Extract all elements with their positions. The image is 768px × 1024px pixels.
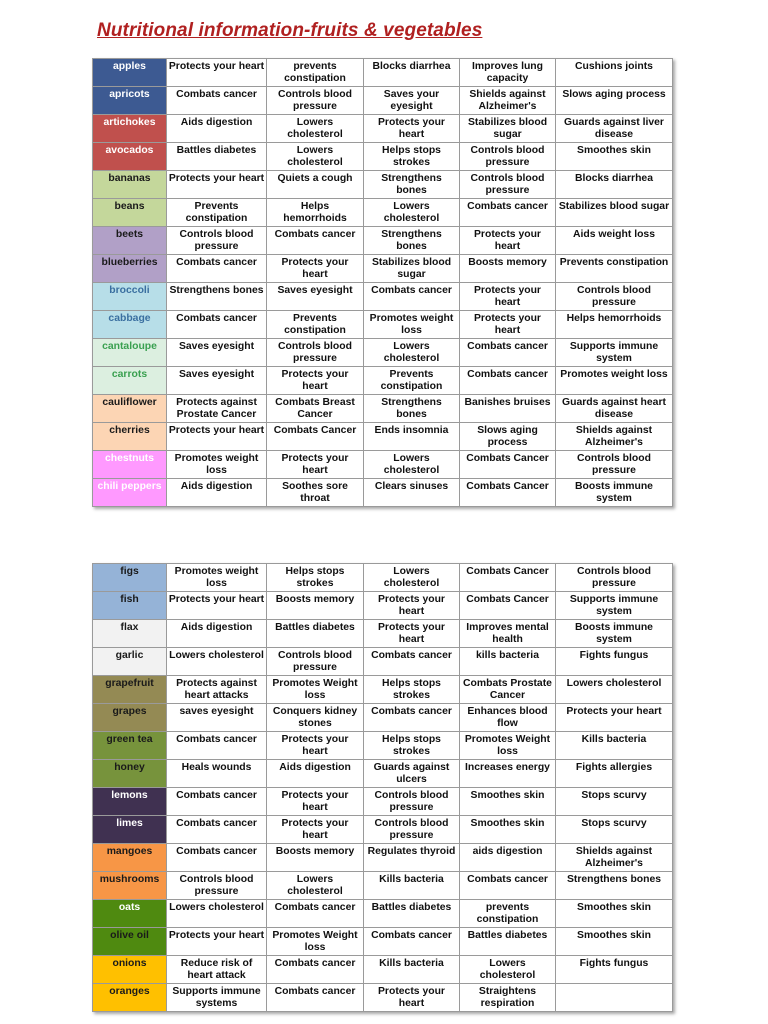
benefit-cell: prevents constipation (460, 900, 556, 928)
benefit-cell: Protects your heart (167, 59, 267, 87)
benefit-cell: Boosts immune system (556, 479, 673, 507)
benefit-cell: Supports immune systems (167, 984, 267, 1012)
benefit-cell: Lowers cholesterol (364, 451, 460, 479)
benefit-cell: aids digestion (460, 844, 556, 872)
benefit-cell: Aids weight loss (556, 227, 673, 255)
benefit-cell: Protects against heart attacks (167, 676, 267, 704)
benefit-cell: Saves your eyesight (364, 87, 460, 115)
food-name-cell: flax (93, 620, 167, 648)
food-name-cell: cauliflower (93, 395, 167, 423)
benefit-cell: Protects your heart (167, 423, 267, 451)
benefit-cell: Kills bacteria (556, 732, 673, 760)
benefit-cell: Banishes bruises (460, 395, 556, 423)
benefit-cell: Controls blood pressure (364, 788, 460, 816)
benefit-cell: Helps hemorrhoids (267, 199, 364, 227)
benefit-cell: Helps stops strokes (267, 564, 364, 592)
benefit-cell: Combats Cancer (267, 423, 364, 451)
benefit-cell: Slows aging process (460, 423, 556, 451)
benefit-cell: Promotes Weight loss (267, 928, 364, 956)
benefit-cell: Prevents constipation (364, 367, 460, 395)
table-row (93, 423, 673, 451)
benefit-cell: Combats Cancer (460, 564, 556, 592)
food-name-cell: carrots (93, 367, 167, 395)
benefit-cell: Shields against Alzheimer's (556, 423, 673, 451)
benefit-cell: Strengthens bones (167, 283, 267, 311)
table-2-body (93, 564, 673, 1012)
table-row (93, 59, 673, 87)
benefit-cell: Combats cancer (267, 956, 364, 984)
benefit-cell: Boosts memory (460, 255, 556, 283)
benefit-cell: Saves eyesight (267, 283, 364, 311)
benefit-cell: Controls blood pressure (167, 227, 267, 255)
benefit-cell: Combats cancer (167, 311, 267, 339)
table-row (93, 816, 673, 844)
table-row (93, 676, 673, 704)
benefit-cell: Prevents constipation (167, 199, 267, 227)
benefit-cell: Smoothes skin (556, 143, 673, 171)
benefit-cell: Combats cancer (167, 732, 267, 760)
benefit-cell: Smoothes skin (556, 900, 673, 928)
table-1-body (93, 59, 673, 507)
table-row (93, 788, 673, 816)
benefit-cell: Boosts immune system (556, 620, 673, 648)
benefit-cell: Combats Prostate Cancer (460, 676, 556, 704)
benefit-cell: Lowers cholesterol (167, 648, 267, 676)
benefit-cell: Combats cancer (167, 816, 267, 844)
benefit-cell: Stabilizes blood sugar (460, 115, 556, 143)
benefit-cell: Stops scurvy (556, 816, 673, 844)
benefit-cell: Regulates thyroid (364, 844, 460, 872)
benefit-cell: Slows aging process (556, 87, 673, 115)
benefit-cell: Controls blood pressure (556, 451, 673, 479)
table-row (93, 283, 673, 311)
benefit-cell: Combats Cancer (460, 451, 556, 479)
benefit-cell: Protects your heart (364, 115, 460, 143)
benefit-cell: Battles diabetes (267, 620, 364, 648)
benefit-cell: Helps stops strokes (364, 732, 460, 760)
table-row (93, 311, 673, 339)
food-name-cell: figs (93, 564, 167, 592)
benefit-cell: Protects your heart (460, 227, 556, 255)
table-row (93, 648, 673, 676)
benefit-cell: Battles diabetes (167, 143, 267, 171)
benefit-cell: Controls blood pressure (556, 283, 673, 311)
benefit-cell: Lowers cholesterol (167, 900, 267, 928)
benefit-cell: Controls blood pressure (460, 171, 556, 199)
benefit-cell: Controls blood pressure (267, 339, 364, 367)
benefit-cell: Protects against Prostate Cancer (167, 395, 267, 423)
benefit-cell: Aids digestion (167, 115, 267, 143)
benefit-cell: Helps hemorrhoids (556, 311, 673, 339)
benefit-cell: Lowers cholesterol (364, 564, 460, 592)
benefit-cell: Conquers kidney stones (267, 704, 364, 732)
benefit-cell: Combats cancer (460, 199, 556, 227)
table-row (93, 984, 673, 1012)
benefit-cell: Promotes weight loss (364, 311, 460, 339)
benefit-cell: Protects your heart (267, 451, 364, 479)
food-name-cell: fish (93, 592, 167, 620)
benefit-cell: Strengthens bones (556, 872, 673, 900)
food-name-cell: mangoes (93, 844, 167, 872)
benefit-cell: Combats cancer (167, 844, 267, 872)
benefit-cell: Combats cancer (167, 788, 267, 816)
benefit-cell: Combats Cancer (460, 479, 556, 507)
food-name-cell: cherries (93, 423, 167, 451)
benefit-cell: Saves eyesight (167, 339, 267, 367)
food-name-cell: oranges (93, 984, 167, 1012)
benefit-cell: Protects your heart (556, 704, 673, 732)
benefit-cell: Combats Cancer (460, 592, 556, 620)
food-name-cell: honey (93, 760, 167, 788)
benefit-cell: Lowers cholesterol (364, 199, 460, 227)
benefit-cell: Protects your heart (460, 311, 556, 339)
benefit-cell: Shields against Alzheimer's (556, 844, 673, 872)
benefit-cell: Kills bacteria (364, 956, 460, 984)
benefit-cell: Combats cancer (267, 227, 364, 255)
benefit-cell: Combats cancer (167, 87, 267, 115)
table-row (93, 704, 673, 732)
table-row (93, 900, 673, 928)
benefit-cell: Promotes Weight loss (267, 676, 364, 704)
food-name-cell: apples (93, 59, 167, 87)
benefit-cell: Lowers cholesterol (267, 143, 364, 171)
benefit-cell: kills bacteria (460, 648, 556, 676)
benefit-cell: Fights fungus (556, 956, 673, 984)
food-name-cell: limes (93, 816, 167, 844)
food-name-cell: blueberries (93, 255, 167, 283)
food-name-cell: garlic (93, 648, 167, 676)
food-name-cell: grapes (93, 704, 167, 732)
benefit-cell: Protects your heart (267, 816, 364, 844)
food-name-cell: apricots (93, 87, 167, 115)
benefit-cell: Cushions joints (556, 59, 673, 87)
table-row (93, 143, 673, 171)
food-name-cell: cabbage (93, 311, 167, 339)
benefit-cell: Combats cancer (364, 648, 460, 676)
benefit-cell: Protects your heart (267, 788, 364, 816)
benefit-cell: Combats cancer (460, 367, 556, 395)
food-name-cell: cantaloupe (93, 339, 167, 367)
table-row (93, 479, 673, 507)
benefit-cell: Boosts memory (267, 844, 364, 872)
benefit-cell: Blocks diarrhea (364, 59, 460, 87)
benefit-cell: Guards against ulcers (364, 760, 460, 788)
benefit-cell: Ends insomnia (364, 423, 460, 451)
benefit-cell: Battles diabetes (460, 928, 556, 956)
benefit-cell: Aids digestion (167, 620, 267, 648)
benefit-cell: Blocks diarrhea (556, 171, 673, 199)
benefit-cell: Combats cancer (364, 704, 460, 732)
table-row (93, 872, 673, 900)
benefit-cell: Helps stops strokes (364, 676, 460, 704)
food-name-cell: bananas (93, 171, 167, 199)
benefit-cell: Heals wounds (167, 760, 267, 788)
food-name-cell: chili peppers (93, 479, 167, 507)
benefit-cell: Lowers cholesterol (460, 956, 556, 984)
benefit-cell: Protects your heart (267, 732, 364, 760)
benefit-cell: Smoothes skin (460, 816, 556, 844)
benefit-cell: Promotes weight loss (167, 451, 267, 479)
table-row (93, 451, 673, 479)
benefit-cell: Combats cancer (460, 872, 556, 900)
benefit-cell: Protects your heart (364, 984, 460, 1012)
benefit-cell: Lowers cholesterol (364, 339, 460, 367)
benefit-cell: Enhances blood flow (460, 704, 556, 732)
benefit-cell: Combats cancer (267, 984, 364, 1012)
table-row (93, 199, 673, 227)
benefit-cell: Controls blood pressure (364, 816, 460, 844)
table-row (93, 732, 673, 760)
benefit-cell: Strengthens bones (364, 395, 460, 423)
benefit-cell: Shields against Alzheimer's (460, 87, 556, 115)
food-name-cell: lemons (93, 788, 167, 816)
food-name-cell: green tea (93, 732, 167, 760)
nutrition-table-1 (92, 58, 673, 507)
benefit-cell: Battles diabetes (364, 900, 460, 928)
benefit-cell: Controls blood pressure (460, 143, 556, 171)
benefit-cell: Aids digestion (167, 479, 267, 507)
benefit-cell: Quiets a cough (267, 171, 364, 199)
table-row (93, 171, 673, 199)
benefit-cell: Improves mental health (460, 620, 556, 648)
table-row (93, 844, 673, 872)
benefit-cell: Fights allergies (556, 760, 673, 788)
benefit-cell: Straightens respiration (460, 984, 556, 1012)
page-title: Nutritional information-fruits & vegetables (97, 20, 483, 41)
table-row (93, 115, 673, 143)
benefit-cell: Strengthens bones (364, 227, 460, 255)
benefit-cell: Protects your heart (267, 255, 364, 283)
benefit-cell: Supports immune system (556, 592, 673, 620)
benefit-cell: Promotes weight loss (556, 367, 673, 395)
food-name-cell: oats (93, 900, 167, 928)
food-name-cell: chestnuts (93, 451, 167, 479)
benefit-cell: Saves eyesight (167, 367, 267, 395)
benefit-cell: Protects your heart (364, 592, 460, 620)
benefit-cell: Protects your heart (167, 171, 267, 199)
benefit-cell: Improves lung capacity (460, 59, 556, 87)
benefit-cell: Guards against liver disease (556, 115, 673, 143)
benefit-cell: Controls blood pressure (167, 872, 267, 900)
benefit-cell: Controls blood pressure (267, 87, 364, 115)
benefit-cell: Controls blood pressure (556, 564, 673, 592)
benefit-cell (556, 984, 673, 1012)
food-name-cell: mushrooms (93, 872, 167, 900)
table-row (93, 592, 673, 620)
benefit-cell: Combats cancer (267, 900, 364, 928)
benefit-cell: Promotes Weight loss (460, 732, 556, 760)
benefit-cell: prevents constipation (267, 59, 364, 87)
benefit-cell: Kills bacteria (364, 872, 460, 900)
benefit-cell: Protects your heart (460, 283, 556, 311)
table-row (93, 620, 673, 648)
food-name-cell: beets (93, 227, 167, 255)
table-row (93, 395, 673, 423)
food-name-cell: onions (93, 956, 167, 984)
benefit-cell: Guards against heart disease (556, 395, 673, 423)
benefit-cell: Strengthens bones (364, 171, 460, 199)
benefit-cell: Protects your heart (167, 592, 267, 620)
benefit-cell: Reduce risk of heart attack (167, 956, 267, 984)
table-row (93, 339, 673, 367)
benefit-cell: Protects your heart (267, 367, 364, 395)
food-name-cell: avocados (93, 143, 167, 171)
nutrition-table-2 (92, 563, 673, 1012)
benefit-cell: Combats Breast Cancer (267, 395, 364, 423)
benefit-cell: Lowers cholesterol (556, 676, 673, 704)
food-name-cell: grapefruit (93, 676, 167, 704)
benefit-cell: Protects your heart (364, 620, 460, 648)
benefit-cell: Fights fungus (556, 648, 673, 676)
benefit-cell: Prevents constipation (267, 311, 364, 339)
benefit-cell: Combats cancer (167, 255, 267, 283)
benefit-cell: Stabilizes blood sugar (556, 199, 673, 227)
benefit-cell: Aids digestion (267, 760, 364, 788)
benefit-cell: Soothes sore throat (267, 479, 364, 507)
table-row (93, 956, 673, 984)
table-row (93, 367, 673, 395)
table-row (93, 564, 673, 592)
benefit-cell: Combats cancer (364, 928, 460, 956)
benefit-cell: Protects your heart (167, 928, 267, 956)
food-name-cell: beans (93, 199, 167, 227)
benefit-cell: Boosts memory (267, 592, 364, 620)
table-row (93, 255, 673, 283)
benefit-cell: Lowers cholesterol (267, 115, 364, 143)
benefit-cell: Combats cancer (364, 283, 460, 311)
benefit-cell: Stabilizes blood sugar (364, 255, 460, 283)
food-name-cell: broccoli (93, 283, 167, 311)
benefit-cell: Supports immune system (556, 339, 673, 367)
benefit-cell: Lowers cholesterol (267, 872, 364, 900)
benefit-cell: Prevents constipation (556, 255, 673, 283)
table-row (93, 928, 673, 956)
table-row (93, 227, 673, 255)
table-row (93, 87, 673, 115)
benefit-cell: Stops scurvy (556, 788, 673, 816)
benefit-cell: Promotes weight loss (167, 564, 267, 592)
benefit-cell: Helps stops strokes (364, 143, 460, 171)
food-name-cell: olive oil (93, 928, 167, 956)
benefit-cell: Controls blood pressure (267, 648, 364, 676)
benefit-cell: Smoothes skin (460, 788, 556, 816)
benefit-cell: Clears sinuses (364, 479, 460, 507)
benefit-cell: Increases energy (460, 760, 556, 788)
benefit-cell: saves eyesight (167, 704, 267, 732)
food-name-cell: artichokes (93, 115, 167, 143)
benefit-cell: Combats cancer (460, 339, 556, 367)
table-row (93, 760, 673, 788)
benefit-cell: Smoothes skin (556, 928, 673, 956)
